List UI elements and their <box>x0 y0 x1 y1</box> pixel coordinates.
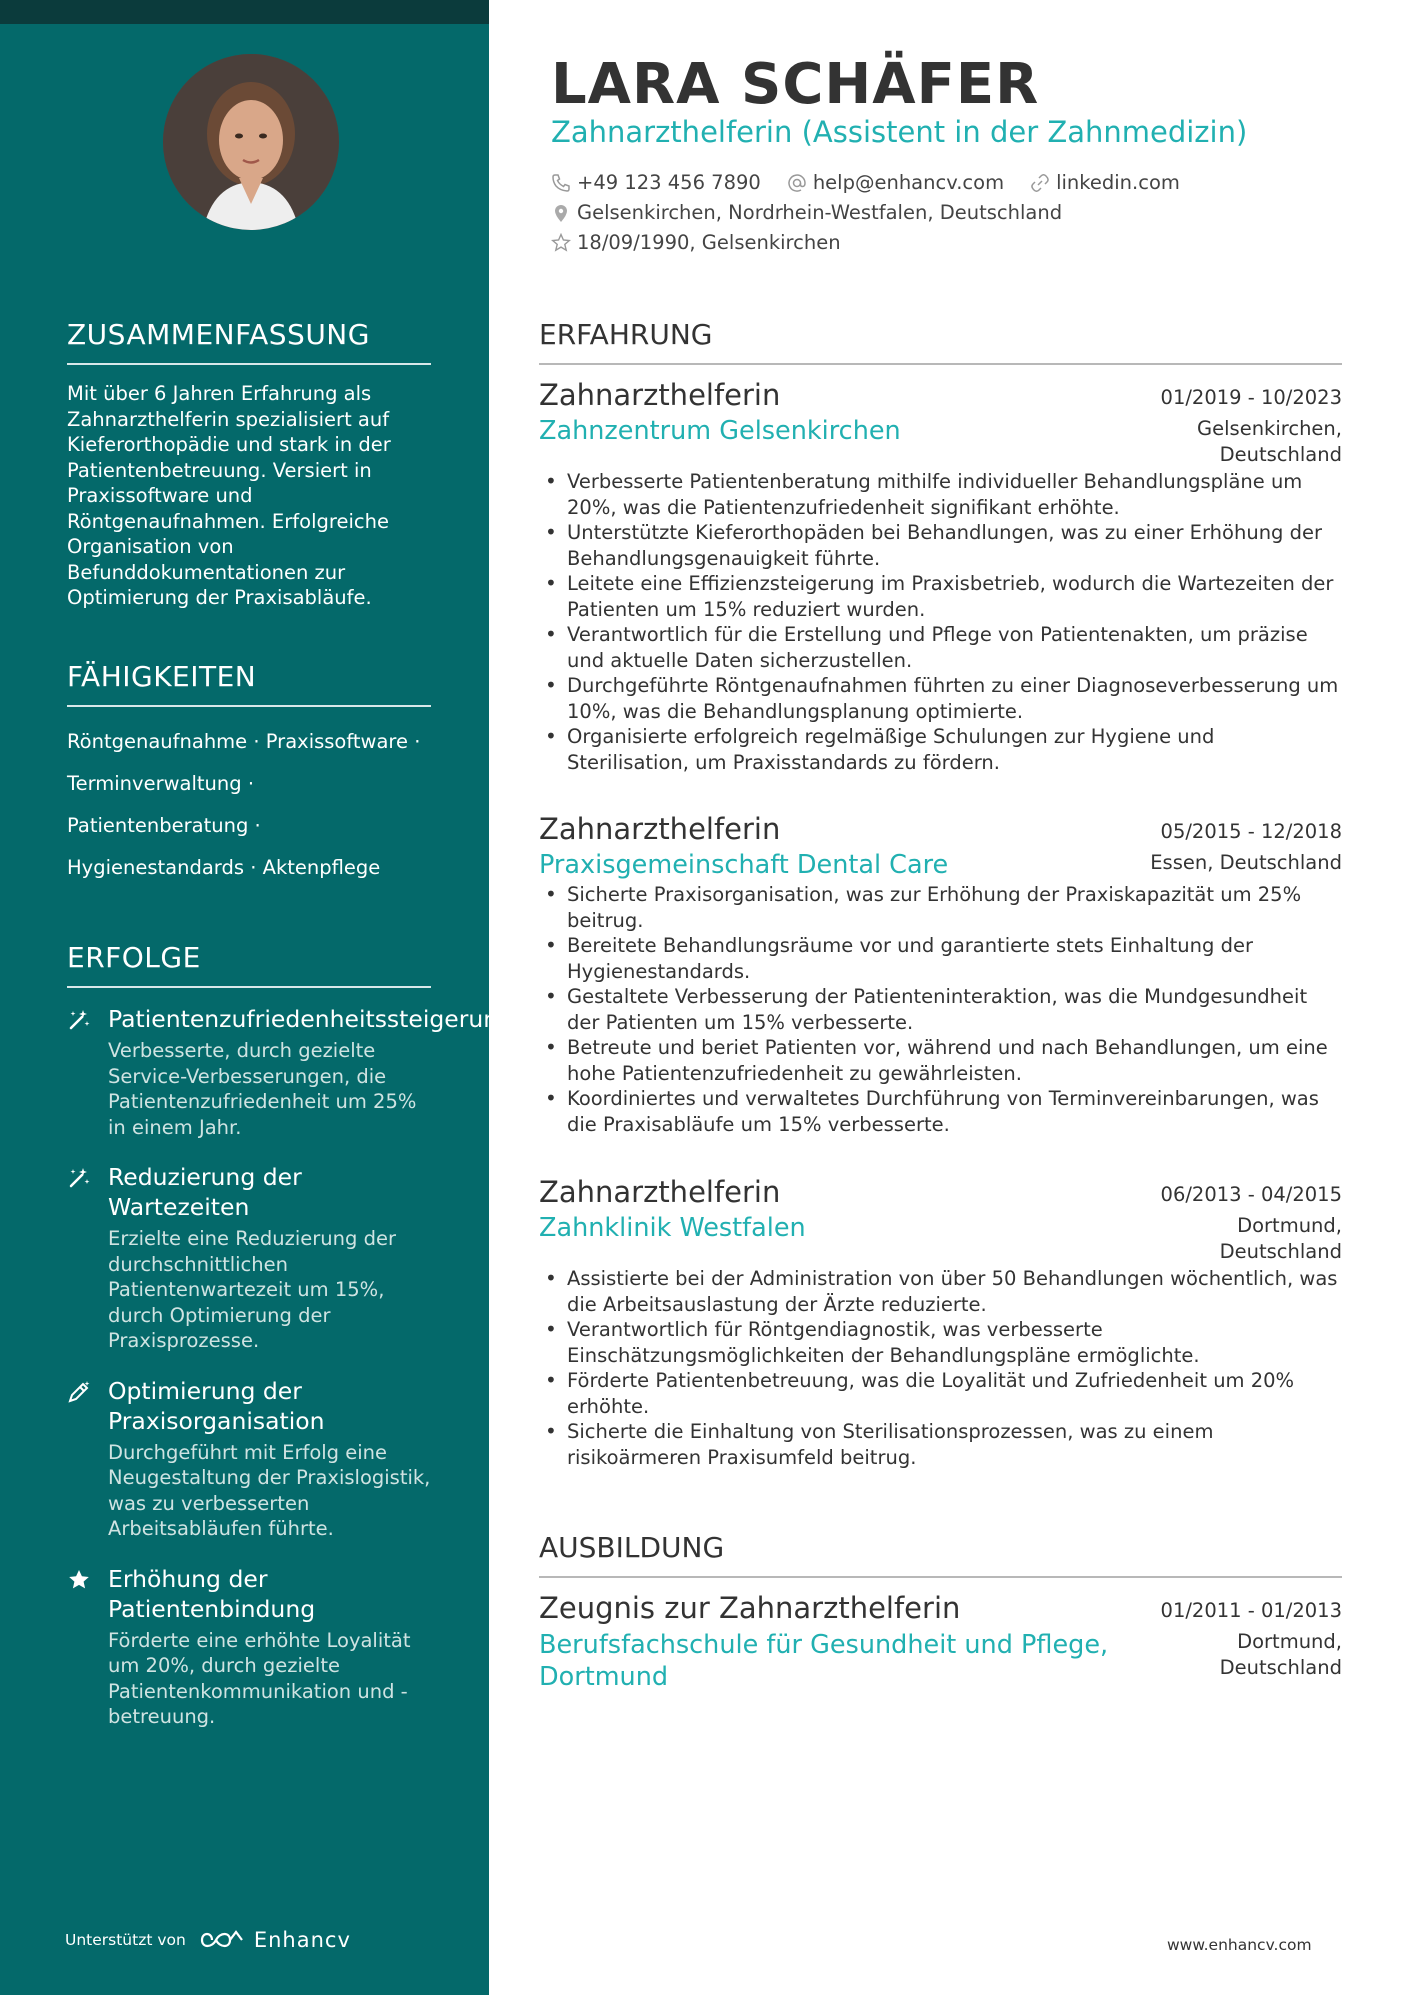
candidate-name: LARA SCHÄFER <box>551 52 1040 117</box>
infinity-logo-icon <box>200 1928 246 1952</box>
wand-icon <box>67 1008 91 1032</box>
achievement-desc: Durchgeführt mit Erfolg eine Neugestaltung der Praxislogistik, was zu verbesserten Arbeitsabläufen führte. <box>108 1440 431 1540</box>
job-location-line: Deutschland <box>1219 442 1342 466</box>
brand-name: Enhancv <box>253 1928 351 1952</box>
education-location <box>1220 1629 1342 1680</box>
list-item: • Leitete eine Effizienzsteigerung im Praxisbetrieb, wodurch die Wartezeiten der Patienten um 15% reduziert wurden. <box>539 571 1342 622</box>
job-bullets <box>539 469 1342 775</box>
job-date: 06/2013 - 04/2015 <box>1160 1183 1342 1206</box>
contact-email[interactable] <box>787 171 1004 194</box>
summary-section <box>67 318 431 611</box>
list-item: • Betreute und beriet Patienten vor, während und nach Behandlungen, um eine hohe Patientenzufriedenheit zu gewährleisten. <box>539 1035 1342 1086</box>
contact-location <box>551 201 1062 224</box>
skills-list <box>67 721 431 889</box>
achievements-list <box>67 1004 514 1730</box>
email-text: help@enhancv.com <box>812 171 1005 194</box>
achievement-item <box>67 1004 514 1140</box>
education-location-line: Dortmund, <box>1237 1630 1342 1653</box>
at-icon <box>787 173 807 193</box>
education-date: 01/2011 - 01/2013 <box>1160 1599 1342 1622</box>
birth-text: 18/09/1990, Gelsenkirchen <box>577 231 841 254</box>
candidate-title: Zahnarzthelferin (Assistent in der Zahnmedizin) <box>551 115 1248 149</box>
job-entry <box>539 378 1342 775</box>
achievements-section <box>67 941 514 1752</box>
star-icon <box>67 1568 91 1592</box>
job-company: Zahnzentrum Gelsenkirchen <box>539 416 901 446</box>
contact-row <box>551 171 1180 194</box>
achievement-title: Erhöhung der Patientenbindung <box>108 1564 316 1623</box>
list-item: • Koordiniertes und verwaltetes Durchführung von Terminvereinbarungen, was die Praxisabläufe um 15% verbesserte. <box>539 1086 1342 1137</box>
sidebar-top-bar <box>0 0 489 24</box>
summary-text: Mit über 6 Jahren Erfahrung als Zahnarzthelferin spezialisiert auf Kieferorthopädie und stark in der Patientenbetreuung. Versiert in Praxissoftware und Röntgenaufnahmen. Erfolgreiche Organisation von Befunddokumentationen zur Optimierung der Praxisabläufe. <box>67 382 391 609</box>
list-item: • Verbesserte Patientenberatung mithilfe individueller Behandlungspläne um 20%, was die Patientenzufriedenheit signifikant erhöhte. <box>539 469 1342 520</box>
school-name-line: Dortmund <box>539 1662 669 1692</box>
location-text: Gelsenkirchen, Nordrhein-Westfalen, Deutschland <box>577 201 1063 224</box>
job-entry <box>539 1175 1342 1470</box>
achievement-item <box>67 1564 431 1730</box>
sidebar <box>0 0 514 1995</box>
list-item: • Organisierte erfolgreich regelmäßige Schulungen zur Hygiene und Sterilisation, um Praxisstandards zu fördern. <box>539 724 1342 775</box>
list-item: • Durchgeführte Röntgenaufnahmen führten zu einer Diagnoseverbesserung um 10%, was die Behandlungsplanung optimierte. <box>539 673 1342 724</box>
job-location-line: Dortmund, <box>1237 1214 1342 1237</box>
phone-text: +49 123 456 7890 <box>577 171 761 194</box>
job-company: Zahnklinik Westfalen <box>539 1213 806 1243</box>
job-role: Zahnarzthelferin <box>539 812 781 846</box>
location-pin-icon <box>551 203 571 223</box>
list-item: • Gestaltete Verbesserung der Patienteninteraktion, was die Mundgesundheit der Patienten um 15% verbesserte. <box>539 984 1342 1035</box>
skills-section <box>67 660 431 889</box>
star-outline-icon <box>551 233 571 253</box>
achievement-title: Reduzierung der Wartezeiten <box>108 1163 302 1221</box>
job-date: 01/2019 - 10/2023 <box>1160 386 1342 409</box>
contact-birth <box>551 231 841 254</box>
job-location-line: Deutschland <box>1219 1239 1342 1263</box>
summary-heading: ZUSAMMENFASSUNG <box>67 318 431 365</box>
achievement-item <box>67 1162 431 1354</box>
school-name-line: Berufsfachschule für Gesundheit und Pflege, <box>539 1630 1109 1660</box>
job-location-line: Gelsenkirchen, <box>1197 417 1342 440</box>
list-item: • Bereitete Behandlungsräume vor und garantierte stets Einhaltung der Hygienestandards. <box>539 933 1342 984</box>
list-item: • Verantwortlich für die Erstellung und Pflege von Patientenakten, um präzise und aktuelle Daten sicherzustellen. <box>539 622 1342 673</box>
powered-by <box>65 1928 351 1952</box>
skill-row: Patientenberatung · <box>67 814 261 837</box>
achievement-item <box>67 1376 431 1542</box>
achievement-desc: Verbesserte, durch gezielte Service-Verbesserungen, die Patientenzufriedenheit um 25% in einem Jahr. <box>108 1039 417 1139</box>
enhancv-logo[interactable] <box>200 1928 351 1952</box>
achievements-heading: ERFOLGE <box>67 941 431 988</box>
skill-row: Hygienestandards · Aktenpflege <box>67 856 381 879</box>
education-entry <box>539 1591 1342 1693</box>
magic-pen-icon <box>67 1380 91 1404</box>
job-location-line: Essen, Deutschland <box>1150 851 1342 874</box>
footer-url[interactable]: www.enhancv.com <box>1167 1936 1312 1954</box>
experience-heading: ERFAHRUNG <box>539 318 1342 365</box>
location-row <box>551 201 1062 224</box>
job-location <box>1197 416 1342 467</box>
list-item: • Verantwortlich für Röntgendiagnostik, was verbesserte Einschätzungsmöglichkeiten der Behandlungspläne ermöglichte. <box>539 1317 1342 1368</box>
achievement-title: Optimierung der Praxisorganisation <box>108 1376 325 1435</box>
school-name <box>539 1629 1108 1693</box>
skill-row: Röntgenaufnahme · Praxissoftware · <box>67 730 421 753</box>
job-location <box>1220 1213 1342 1264</box>
job-bullets <box>539 1266 1342 1470</box>
education-heading: AUSBILDUNG <box>539 1531 1342 1578</box>
contact-phone[interactable] <box>551 171 761 194</box>
job-role: Zahnarzthelferin <box>539 1175 781 1209</box>
link-icon <box>1030 173 1050 193</box>
job-bullets <box>539 882 1342 1137</box>
achievement-desc: Erzielte eine Reduzierung der durchschnittlichen Patientenwartezeit um 15%, durch Optimierung der Praxisprozesse. <box>108 1227 396 1352</box>
degree-title: Zeugnis zur Zahnarzthelferin <box>539 1591 961 1625</box>
job-company: Praxisgemeinschaft Dental Care <box>539 850 949 880</box>
skill-row: Terminverwaltung · <box>67 772 255 795</box>
job-date: 05/2015 - 12/2018 <box>1160 820 1342 843</box>
list-item: • Unterstützte Kieferorthopäden bei Behandlungen, was zu einer Erhöhung der Behandlungsgenauigkeit führte. <box>539 520 1342 571</box>
list-item: • Assistierte bei der Administration von über 50 Behandlungen wöchentlich, was die Arbeitsauslastung der Ärzte reduzierte. <box>539 1266 1342 1317</box>
contact-link[interactable] <box>1030 171 1180 194</box>
powered-by-label: Unterstützt von <box>65 1931 186 1949</box>
job-entry <box>539 812 1342 1137</box>
skills-heading: FÄHIGKEITEN <box>67 660 431 707</box>
achievement-desc: Förderte eine erhöhte Loyalität um 20%, durch gezielte Patientenkommunikation und -betreuung. <box>108 1628 411 1728</box>
birth-row <box>551 231 841 254</box>
phone-icon <box>551 173 571 193</box>
education-location-line: Deutschland <box>1219 1655 1342 1679</box>
job-location <box>1150 850 1342 876</box>
wand-icon <box>67 1166 91 1190</box>
job-role: Zahnarzthelferin <box>539 378 781 412</box>
achievement-title: Patientenzufriedenheitssteigerung <box>108 1005 514 1033</box>
list-item: • Sicherte Praxisorganisation, was zur Erhöhung der Praxiskapazität um 25% beitrug. <box>539 882 1342 933</box>
link-text: linkedin.com <box>1056 171 1180 194</box>
list-item: • Sicherte die Einhaltung von Sterilisationsprozessen, was zu einem risikoärmeren Praxisumfeld beitrug. <box>539 1419 1342 1470</box>
list-item: • Förderte Patientenbetreuung, was die Loyalität und Zufriedenheit um 20% erhöhte. <box>539 1368 1342 1419</box>
profile-photo <box>163 54 339 230</box>
